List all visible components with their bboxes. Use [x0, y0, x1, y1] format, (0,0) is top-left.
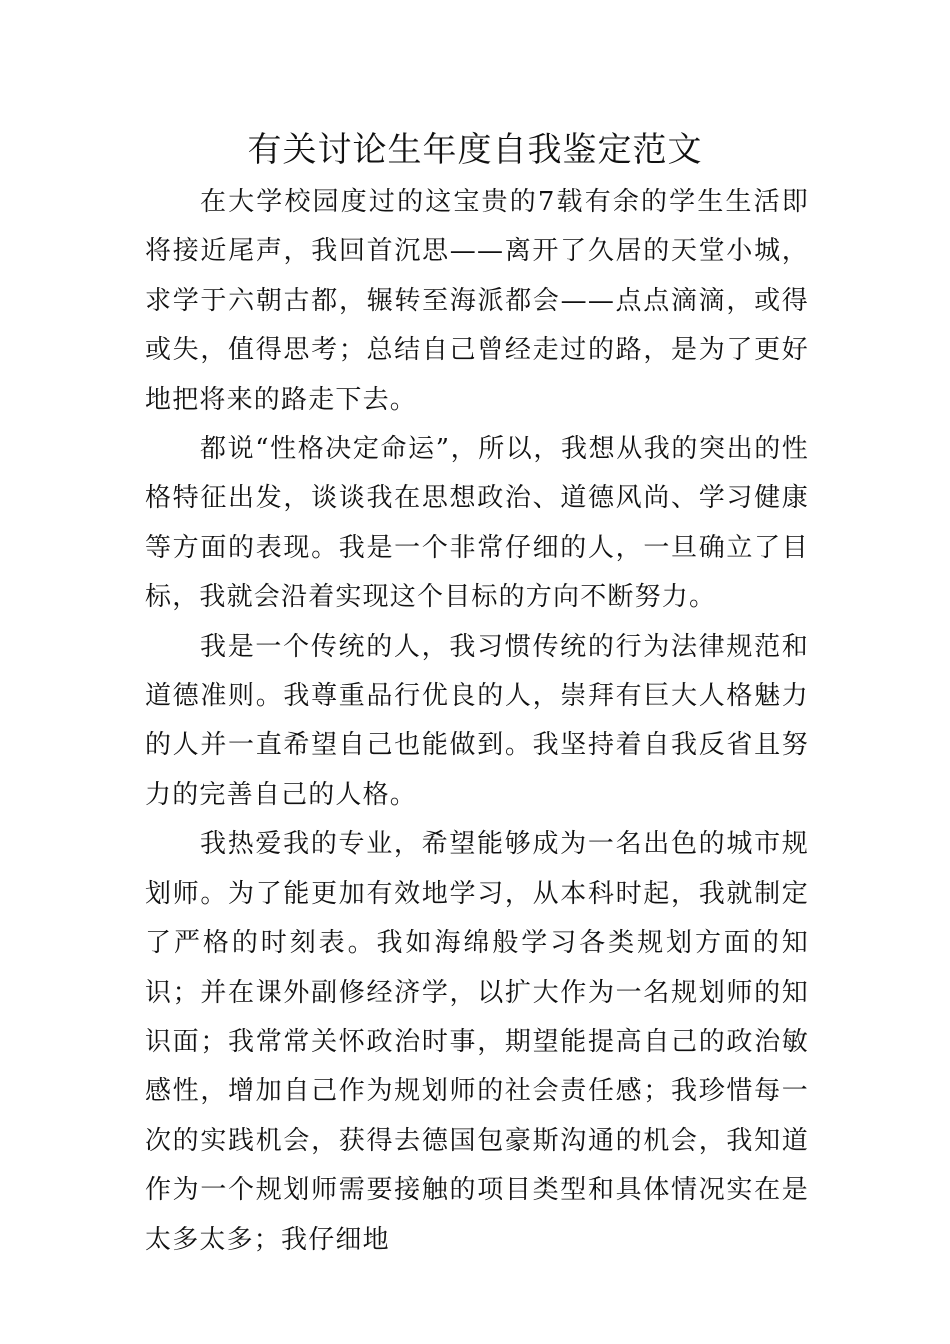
paragraph-2: 都说“性格决定命运”，所以，我想从我的突出的性格特征出发，谈谈我在思想政治、道德风尚、学习健康等方面的表现。我是一个非常仔细的人，一旦确立了目标，我就会沿着实现这个目标的方向不断努力。	[145, 434, 809, 613]
document-title: 有关讨论生年度自我鉴定范文	[247, 130, 703, 170]
paragraph-1: 在大学校园度过的这宝贵的7载有余的学生生活即将接近尾声，我回首沉思——离开了久居的天堂小城，求学于六朝古都，辗转至海派都会——点点滴滴，或得或失，值得思考；总结自己曾经走过的路，是为了更好地把将来的路走下去。	[145, 187, 809, 415]
document-body	[145, 178, 809, 1265]
paragraph-4: 我热爱我的专业，希望能够成为一名出色的城市规划师。为了能更加有效地学习，从本科时起，我就制定了严格的时刻表。我如海绵般学习各类规划方面的知识；并在课外副修经济学，以扩大作为一名规划师的知识面；我常常关怀政治时事，期望能提高自己的政治敏感性，增加自己作为规划师的社会责任感；我珍惜每一次的实践机会，获得去德国包豪斯沟通的机会，我知道作为一个规划师需要接触的项目类型和具体情况实在是太多太多；我仔细地	[145, 829, 809, 1255]
paragraph-3: 我是一个传统的人，我习惯传统的行为法律规范和道德准则。我尊重品行优良的人，崇拜有巨大人格魅力的人并一直希望自己也能做到。我坚持着自我反省且努力的完善自己的人格。	[145, 631, 809, 810]
